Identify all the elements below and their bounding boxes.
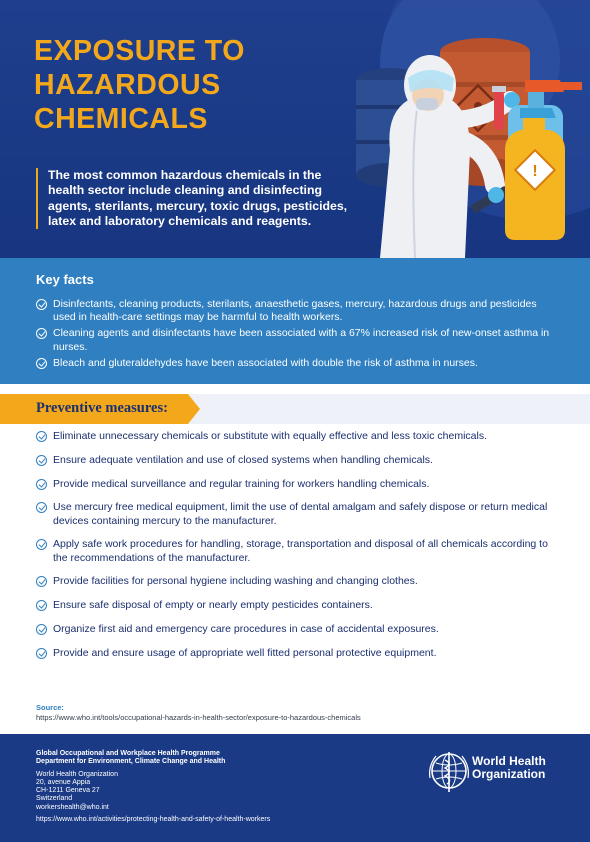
email-link[interactable]: workershealth@who.int: [36, 803, 109, 811]
list-item: [36, 298, 556, 324]
check-circle-icon: [36, 502, 47, 513]
org-name: World Health Organization: [36, 770, 118, 778]
address-line: 20, avenue Appia: [36, 778, 91, 786]
check-circle-icon: [36, 539, 47, 550]
list-item: [36, 623, 561, 636]
list-item-text: Cleaning agents and disinfectants have been associated with a 67% increased risk of new-onset asthma in nurses.: [53, 327, 550, 353]
page-title: [34, 34, 334, 136]
check-circle-icon: [36, 328, 47, 339]
wordmark-line: Organization: [472, 767, 546, 781]
who-wordmark: [472, 755, 572, 781]
country: Switzerland: [36, 795, 73, 803]
footer: [0, 734, 590, 842]
list-item: [36, 599, 561, 612]
address-line: CH-1211 Geneva 27: [36, 787, 100, 795]
key-facts-heading: Key facts: [36, 272, 94, 287]
list-item: [36, 538, 561, 564]
list-item: [36, 478, 561, 491]
check-circle-icon: [36, 648, 47, 659]
source-label: Source:: [36, 703, 64, 712]
check-circle-icon: [36, 299, 47, 310]
preventive-section: [0, 384, 590, 734]
list-item-text: Organize first aid and emergency care procedures in case of accidental exposures.: [53, 622, 439, 635]
programme-name: Global Occupational and Workplace Health Programme: [36, 750, 220, 757]
preventive-list: [36, 430, 561, 671]
source-link[interactable]: https://www.who.int/tools/occupational-hazards-in-health-sector/exposure-to-hazardous-chemicals: [36, 713, 361, 722]
hero-banner: [0, 0, 590, 258]
list-item-text: Provide and ensure usage of appropriate well fitted personal protective equipment.: [53, 646, 437, 659]
department-name: Department for Environment, Climate Change and Health: [36, 758, 226, 766]
list-item: [36, 501, 561, 527]
check-circle-icon: [36, 576, 47, 587]
title-line: EXPOSURE TO: [34, 35, 245, 67]
check-circle-icon: [36, 431, 47, 442]
title-line: CHEMICALS: [34, 103, 208, 135]
list-item-text: Ensure safe disposal of empty or nearly empty pesticides containers.: [53, 599, 373, 612]
check-circle-icon: [36, 624, 47, 635]
intro-text: The most common hazardous chemicals in the health sector include cleaning and disinfecting agents, sterilants, mercury, toxic drugs, pesticides, latex and laboratory chemicals and reagents.: [36, 168, 356, 229]
list-item-text: Ensure adequate ventilation and use of closed systems when handling chemicals.: [53, 453, 433, 466]
key-facts-list: [36, 298, 556, 373]
hero-illustration: [320, 0, 590, 258]
list-item: [36, 430, 561, 443]
list-item-text: Disinfectants, cleaning products, sterilants, anaesthetic gases, mercury, hazardous drugs and pesticides used in health-care settings may be harmful to health workers.: [53, 298, 537, 324]
svg-text:!: !: [532, 163, 538, 180]
wordmark-line: World Health: [472, 754, 546, 768]
list-item: [36, 454, 561, 467]
list-item-text: Eliminate unnecessary chemicals or substitute with equally effective and less toxic chemicals.: [53, 430, 488, 442]
check-circle-icon: [36, 455, 47, 466]
list-item: [36, 575, 561, 588]
list-item-text: Bleach and gluteraldehydes have been associated with double the risk of asthma in nurses.: [53, 356, 478, 369]
key-facts-section: [0, 258, 590, 384]
list-item-text: Apply safe work procedures for handling, storage, transportation and disposal of all chemicals according to the recommendations of the manufacturer.: [53, 538, 548, 564]
check-circle-icon: [36, 358, 47, 369]
list-item: [36, 327, 556, 353]
footer-contact: [36, 750, 270, 824]
preventive-heading: Preventive measures:: [36, 400, 168, 416]
footer-url-link[interactable]: https://www.who.int/activities/protecting-health-and-safety-of-health-workers: [36, 816, 271, 824]
check-circle-icon: [36, 479, 47, 490]
title-line: HAZARDOUS: [34, 69, 221, 101]
list-item-text: Use mercury free medical equipment, limit the use of dental amalgam and safely dispose or return medical devices containing mercury to the manufacturer.: [53, 501, 548, 527]
list-item: [36, 647, 561, 660]
list-item: [36, 357, 556, 370]
list-item-text: Provide medical surveillance and regular training for workers handling chemicals.: [53, 477, 430, 490]
list-item-text: Provide facilities for personal hygiene including washing and changing clothes.: [53, 575, 418, 588]
check-circle-icon: [36, 600, 47, 611]
